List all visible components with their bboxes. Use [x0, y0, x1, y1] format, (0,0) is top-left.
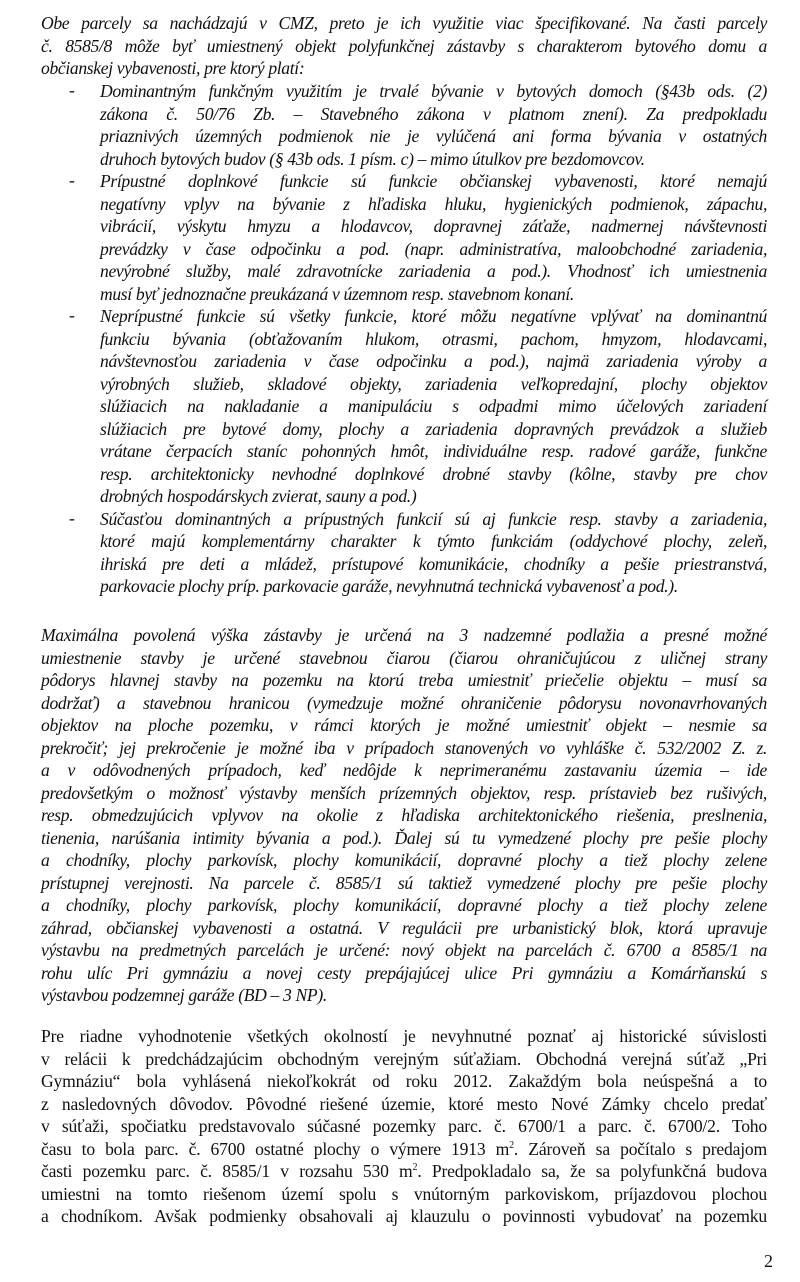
text-line: umiestnenie stavby je určené stavebnou čiarou (čiarou ohraničujúcou z uličnej strany [41, 647, 767, 668]
text-line: a chodníkom. Avšak podmienky obsahovali aj klauzulu o povinnosti vybudovať na pozemku [41, 1206, 767, 1226]
text-line: výstavbu na predmetných parcelách je určené: nový objekt na parcelách č. 6700 a 8585/1 na [41, 940, 767, 960]
text-line: nevýrobné služby, malé zdravotnícke zariadenia a pod.). Vhodnosť ich umiestnenia [100, 261, 767, 281]
text-line-area-530 [41, 1160, 767, 1183]
text-line: Gymnáziu“ bola vyhlásená niekoľkokrát od roku 2012. Zakaždým bola neúspešná a to [41, 1071, 767, 1091]
text-line: umiestni na tomto riešenom území spolu s vnútorným parkoviskom, príjazdovou plochou [41, 1183, 767, 1204]
text-line: tienenia, narúšania intimity bývania a pod.). Ďalej sú tu vymedzené plochy pre pešie plochy [41, 827, 767, 848]
text-line: slúžiacich na nakladanie a manipuláciu s odpadmi mimo účelových zariadení [100, 396, 767, 416]
text-line: ihriská pre deti a mládež, prístupové komunikácie, chodníky a pešie priestranstvá, [100, 553, 767, 574]
text-line: a chodníky, plochy parkovísk, plochy komunikácií, dopravné plochy a tiež plochy zelene [41, 895, 767, 915]
text-line: výrobných služieb, skladové objekty, zariadenia veľkopredajní, plochy objektov [100, 373, 767, 394]
text-line: Neprípustné funkcie sú všetky funkcie, ktoré môžu negatívne vplývať na dominantnú [100, 306, 767, 326]
superscript: 2 [412, 1162, 418, 1174]
text-line: Pre riadne vyhodnotenie všetkých okolností je nevyhnutné poznať aj historické súvislosti [41, 1026, 767, 1046]
text-line: vrátane čerpacích staníc pohonných hmôt, individuálne resp. radové garáže, funkčne [100, 441, 767, 461]
text-line: ktoré majú komplementárny charakter k týmto funkciám (oddychové plochy, zeleň, [100, 531, 767, 551]
text-line: návštevnosťou zariadenia v čase odpočinku a pod.), najmä zariadenia výroby a [100, 351, 767, 371]
text-line: prístupnej verejnosti. Na parcele č. 8585/1 sú taktiež vymedzené plochy pre pešie plochy [41, 872, 767, 893]
text-span: času to bola parc. č. 6700 ostatné plochy o výmere 1913 m [41, 1138, 510, 1159]
bullet-item-complementary [41, 508, 767, 598]
text-line: negatívny vplyv na bývanie z hľadiska hluku, hygienických podmienok, zápachu, [100, 193, 767, 214]
text-line: parkovacie plochy príp. parkovacie garáže, nevyhnutná technická vybavenosť a pod.). [100, 576, 678, 596]
text-line: resp. architektonicky nevhodné doplnkové drobné stavby (kôlne, stavby pre chov [100, 463, 767, 484]
page-number: 2 [764, 1251, 773, 1271]
text-line: v súťaži, spočiatku predstavovalo súčasné pozemky parc. č. 6700/1 a parc. č. 6700/2. Toho [41, 1116, 767, 1136]
text-span: . Zároveň sa počítalo s predajom [513, 1138, 767, 1159]
text-line: pôdorys hlavnej stavby na pozemku na ktorú treba umiestniť priečelie objektu – musí sa [41, 670, 767, 690]
text-line: funkciu bývania (obťažovaním hlukom, otrasmi, pachom, hmyzom, hlodavcami, [100, 328, 767, 349]
text-line: zákona č. 50/76 Zb. – Stavebného zákona v platnom znení). Za predpokladu [100, 103, 767, 124]
text-line: rohu ulíc Pri gymnáziu a novej cesty prepájajúcej ulice Pri gymnáziu a Komárňanskú s [41, 962, 767, 983]
text-line: drobných hospodárskych zvierat, sauny a pod.) [100, 486, 417, 506]
text-line: a chodníky, plochy parkovísk, plochy komunikácií, dopravné plochy a tiež plochy zelene [41, 850, 767, 870]
text-line: slúžiacich pre bytové domy, plochy a zariadenia dopravných prevádzok a služieb [100, 418, 767, 439]
text-line: Obe parcely sa nachádzajú v CMZ, preto je ich využitie viac špecifikované. Na časti parcely [41, 13, 767, 33]
text-line: dodržať) a stavebnou hranicou (vymedzuje možné ohraničenie pôdorysu novonavrhovaných [41, 692, 767, 713]
height-regulation-paragraph [41, 624, 767, 1007]
superscript: 2 [509, 1139, 514, 1151]
bullet-item-prohibited [41, 305, 767, 508]
text-line: predovšetkým o možnosť výstavby menších prízemných objektov, resp. prístavieb bez rušivých, [41, 782, 767, 803]
text-line: prekročiť; jej prekročenie je možné iba v prípadoch stanovených vo vyhláške č. 532/2002 Z. z. [41, 737, 767, 758]
text-line: Dominantným funkčným využitím je trvalé bývanie v bytových domoch (§43b ods. (2) [100, 81, 767, 101]
text-line: priaznivých územných podmienok nie je vylúčená ani forma bývania v ostatných [100, 126, 767, 146]
text-line: záhrad, občianskej vybavenosti a ostatná. V regulácii pre urbanistický blok, ktorá upravuje [41, 917, 767, 938]
text-line: v relácii k predchádzajúcim obchodným verejným súťažiam. Obchodná verejná súťaž „Pri [41, 1048, 767, 1069]
intro-paragraph [41, 12, 767, 80]
text-line: druhoch bytových budov (§ 43b ods. 1 písm. c) – mimo útulkov pre bezdomovcov. [100, 148, 645, 169]
text-line: z nasledovných dôvodov. Pôvodné riešené územie, ktoré mesto Nové Zámky chcelo predať [41, 1093, 767, 1114]
text-line: a v odôvodnených prípadoch, keď nedôjde k neprimeranému zastavaniu územia – ide [41, 760, 767, 780]
text-line-area-1913 [41, 1138, 767, 1161]
text-line: občianskej vybavenosti, pre ktorý platí: [41, 58, 305, 78]
text-line: Súčasťou dominantných a prípustných funkcií sú aj funkcie resp. stavby a zariadenia, [100, 508, 767, 529]
text-line: vibrácií, výskytu hmyzu a hlodavcov, dopravnej záťaže, nadmernej návštevnosti [100, 216, 767, 236]
bullet-item-dominant [41, 80, 767, 170]
bullet-item-permitted [41, 170, 767, 305]
bullet-dash: - [69, 170, 75, 190]
text-line: výstavbou podzemnej garáže (BD – 3 NP). [41, 985, 327, 1005]
history-paragraph [41, 1025, 767, 1228]
text-line: Prípustné doplnkové funkcie sú funkcie občianskej vybavenosti, ktoré nemajú [100, 171, 767, 191]
text-line: Maximálna povolená výška zástavby je určená na 3 nadzemné podlažia a presné možné [41, 625, 767, 645]
text-span: časti pozemku parc. č. 8585/1 v rozsahu 530 m [41, 1161, 413, 1181]
bullet-dash: - [69, 80, 75, 100]
bullet-list [41, 80, 767, 598]
bullet-dash: - [69, 507, 75, 528]
text-span: . Predpokladalo sa, že sa polyfunkčná budova [417, 1161, 767, 1181]
text-line: musí byť jednoznačne preukázaná v územnom resp. stavebnom konaní. [100, 283, 574, 304]
text-line: č. 8585/8 môže byť umiestnený objekt polyfunkčnej zástavby s charakterom bytového domu a [41, 35, 767, 56]
text-line: resp. obmedzujúcich vplyvov na okolie z hľadiska architektonického riešenia, preslnenia, [41, 805, 767, 825]
text-line: prevádzky v čase odpočinku a pod. (napr. administratíva, maloobchodné zariadenia, [100, 238, 767, 259]
text-line: objektov na ploche pozemku, v rámci ktorých je možné umiestniť objekt – nesmie sa [41, 715, 767, 735]
bullet-dash: - [69, 305, 75, 325]
